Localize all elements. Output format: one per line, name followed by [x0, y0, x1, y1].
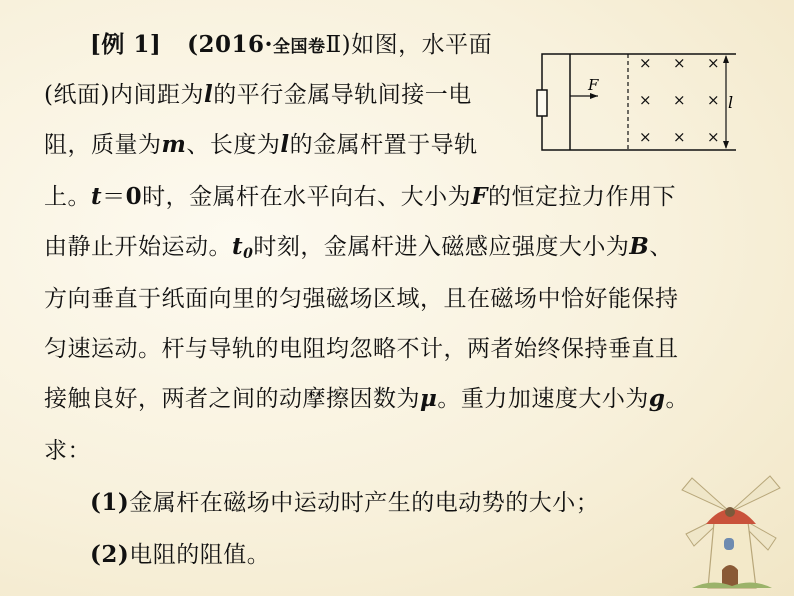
line3-text-b: 、长度为	[186, 132, 281, 158]
line5-text-c: 、	[649, 234, 673, 260]
width-label: l	[728, 93, 734, 112]
question-2	[90, 540, 270, 570]
source-year: (2016·	[187, 31, 273, 58]
problem-line-6: 方向垂直于纸面向里的匀强磁场区域，且在磁场中恰好能保持	[44, 286, 679, 312]
problem-line-5	[44, 232, 673, 269]
line2-text-a: (纸面)内间距为	[44, 82, 204, 108]
field-mark: ×	[707, 91, 720, 109]
question-1-text: 金属杆在磁场中运动时产生的电动势的大小；	[129, 490, 600, 516]
var-t0	[232, 233, 253, 260]
field-mark: ×	[673, 91, 686, 109]
resistor-icon	[537, 90, 547, 116]
line8-text-b: 。重力加速度大小为	[437, 386, 649, 412]
field-mark: ×	[707, 128, 720, 146]
var-mu: μ	[420, 385, 438, 412]
line5-text-b: 时刻，金属杆进入磁感应强度大小为	[253, 234, 630, 260]
field-mark: ×	[673, 54, 686, 72]
field-mark: ×	[639, 128, 652, 146]
line3-text-c: 的金属杆置于导轨	[289, 132, 478, 158]
line8-text-c: 。	[665, 386, 689, 412]
var-t: t	[91, 183, 103, 210]
line3-text-a: 阻，质量为	[44, 132, 162, 158]
var-F: F	[471, 183, 488, 210]
var-l: l	[203, 81, 214, 108]
line4-text-c: 的恒定拉力作用下	[487, 184, 676, 210]
field-mark: ×	[639, 54, 652, 72]
question-1-number: (1)	[90, 489, 130, 516]
problem-line-2	[44, 80, 472, 110]
question-2-number: (2)	[90, 541, 130, 568]
equals-sign: ＝	[102, 184, 126, 210]
field-mark: ×	[639, 91, 652, 109]
windmill-icon	[672, 468, 790, 592]
magnetic-field-marks	[639, 54, 720, 146]
line8-text-a: 接触良好，两者之间的动摩擦因数为	[44, 386, 420, 412]
rail-diagram	[536, 46, 742, 158]
force-label: F	[588, 76, 599, 94]
line1-text: 如图，水平面	[351, 32, 493, 58]
problem-line-4	[44, 182, 676, 212]
var-g: g	[648, 385, 666, 412]
question-2-text: 电阻的阻值。	[129, 542, 271, 568]
problem-line-8	[44, 384, 689, 414]
problem-line-9: 求：	[44, 438, 91, 464]
line5-text-a: 由静止开始运动。	[44, 234, 232, 260]
line2-text-b: 的平行金属导轨间接一电	[213, 82, 472, 108]
var-B: B	[629, 233, 650, 260]
source-num: Ⅱ)	[325, 32, 352, 58]
var-m: m	[161, 131, 187, 158]
field-mark: ×	[673, 128, 686, 146]
var-l-2: l	[280, 131, 290, 158]
problem-line-3	[44, 130, 478, 160]
zero-value: 0	[125, 183, 143, 210]
problem-line-1	[90, 30, 492, 62]
question-1	[90, 488, 599, 518]
var-t0-main: t	[232, 233, 244, 260]
line4-text-b: 时，金属杆在水平向右、大小为	[142, 184, 472, 210]
problem-line-7: 匀速运动。杆与导轨的电阻均忽略不计，两者始终保持垂直且	[44, 336, 679, 362]
example-tag: [例 1]	[90, 31, 162, 58]
field-mark: ×	[707, 54, 720, 72]
var-t0-sub: 0	[243, 246, 254, 262]
line4-text-a: 上。	[44, 184, 91, 210]
source-paper: 全国卷	[273, 37, 326, 57]
